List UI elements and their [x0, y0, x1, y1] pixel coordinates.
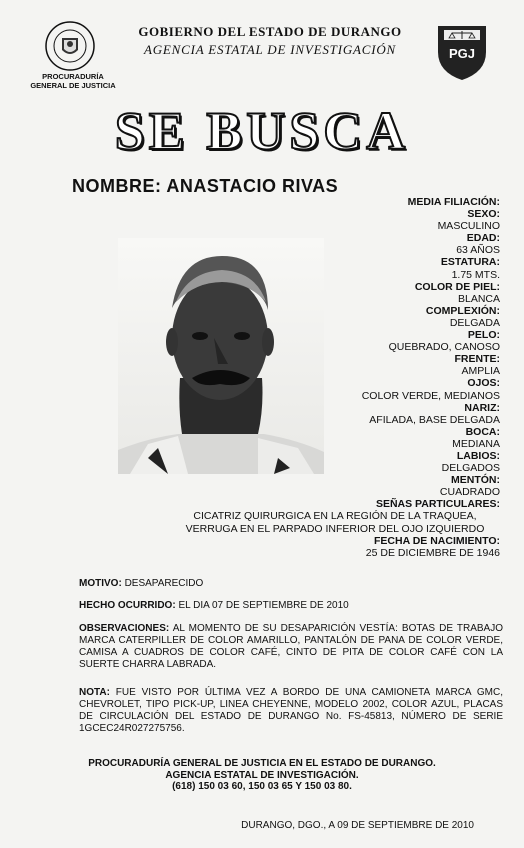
detail-label-boca: BOCA:	[465, 425, 500, 438]
government-title: GOBIERNO DEL ESTADO DE DURANGO	[138, 24, 402, 39]
footer-phones: (618) 150 03 60, 150 03 65 Y 150 03 80.	[172, 781, 352, 792]
svg-text:PGJ: PGJ	[448, 46, 476, 61]
detail-label-fecha-nacimiento: FECHA DE NACIMIENTO:	[374, 534, 500, 547]
detail-label-estatura: ESTATURA:	[440, 256, 500, 269]
detail-value-fecha-nacimiento: 25 DE DICIEMBRE DE 1946	[365, 546, 500, 559]
detail-label-media-filiacion: MEDIA FILIACIÓN:	[407, 196, 500, 208]
observaciones-value: AL MOMENTO DE SU DESAPARICIÓN VESTÍA: BOTAS DE TRABAJO MARCA CATERPILLER DE COLOR AMARILLO, PANTALÓN DE PANA DE COLOR VERDE, CAMISA A CUADROS DE COLOR CAFÉ, CINTO DE PITA DE COLOR CAFÉ CON LA SUERTE CHARRA LABRADA.	[79, 623, 503, 670]
nota-label: NOTA:	[79, 687, 110, 698]
observaciones-paragraph	[79, 623, 503, 671]
motivo-line	[79, 578, 503, 590]
hecho-label: HECHO OCURRIDO:	[79, 600, 176, 611]
wanted-headline: SE BUSCA	[114, 101, 410, 161]
procuraduria-caption: PROCURADURÍA GENERAL DE JUSTICIA	[30, 72, 116, 90]
detail-label-labios: LABIOS:	[456, 449, 500, 462]
motivo-label: MOTIVO:	[79, 578, 122, 589]
detail-label-senas: SEÑAS PARTICULARES:	[375, 498, 500, 511]
agency-subtitle: AGENCIA ESTATAL DE INVESTIGACIÓN	[143, 42, 397, 57]
name-value: ANASTACIO RIVAS	[166, 176, 339, 196]
date-line: DURANGO, DGO., A 09 DE SEPTIEMBRE DE 2010	[241, 820, 474, 831]
detail-value-frente: AMPLIA	[461, 365, 500, 378]
detail-value-menton: CUADRADO	[439, 486, 500, 499]
detail-value-complexion: DELGADA	[449, 316, 500, 329]
detail-value-edad: 63 AÑOS	[456, 244, 500, 257]
motivo-value: DESAPARECIDO	[124, 578, 204, 589]
footer-line-2: AGENCIA ESTATAL DE INVESTIGACIÓN.	[165, 769, 359, 781]
detail-value-color-piel: BLANCA	[457, 292, 500, 305]
detail-label-menton: MENTÓN:	[451, 474, 500, 487]
footer-contact	[0, 758, 524, 793]
hecho-line	[79, 600, 503, 612]
detail-label-color-piel: COLOR DE PIEL:	[414, 280, 500, 293]
detail-value-pelo: QUEBRADO, CANOSO	[388, 341, 500, 354]
detail-value-senas: CICATRIZ QUIRURGICA EN LA REGIÓN DE LA TRAQUEA, VERRUGA EN EL PARPADO INFERIOR DEL OJO IZQUIERDO	[185, 510, 485, 535]
footer-line-1: PROCURADURÍA GENERAL DE JUSTICIA EN EL ESTADO DE DURANGO.	[88, 758, 436, 769]
detail-label-complexion: COMPLEXIÓN:	[425, 304, 500, 317]
pgj-shield-logo	[432, 18, 492, 82]
detail-label-sexo: SEXO:	[467, 208, 500, 221]
detail-label-nariz: NARIZ:	[464, 401, 500, 414]
detail-value-ojos: COLOR VERDE, MEDIANOS	[361, 389, 500, 402]
detail-value-boca: MEDIANA	[452, 437, 500, 450]
detail-value-sexo: MASCULINO	[437, 220, 500, 233]
detail-label-edad: EDAD:	[466, 232, 500, 245]
nota-paragraph	[79, 687, 503, 735]
observaciones-label: OBSERVACIONES:	[79, 623, 170, 634]
detail-value-nariz: AFILADA, BASE DELGADA	[369, 413, 500, 426]
person-name	[72, 176, 338, 197]
state-seal-logo	[44, 20, 96, 72]
hecho-value: EL DIA 07 DE SEPTIEMBRE DE 2010	[178, 600, 349, 611]
detail-value-labios: DELGADOS	[441, 462, 500, 475]
detail-label-frente: FRENTE:	[454, 353, 500, 366]
nota-value: FUE VISTO POR ÚLTIMA VEZ A BORDO DE UNA CAMIONETA MARCA GMC, CHEVROLET, TIPO PICK-UP, LINEA CHEYENNE, MODELO 2002, COLOR AZUL, PLACAS DE CIRCULACIÓN DEL ESTADO DE DURANGO No. FS-45813, NÚMERO DE SERIE 1GCEC24R027275756.	[79, 687, 503, 734]
name-label: NOMBRE:	[72, 176, 162, 196]
detail-value-estatura: 1.75 MTS.	[451, 268, 500, 281]
detail-label-pelo: PELO:	[467, 329, 500, 342]
physical-description	[120, 196, 500, 559]
detail-label-ojos: OJOS:	[467, 377, 500, 390]
